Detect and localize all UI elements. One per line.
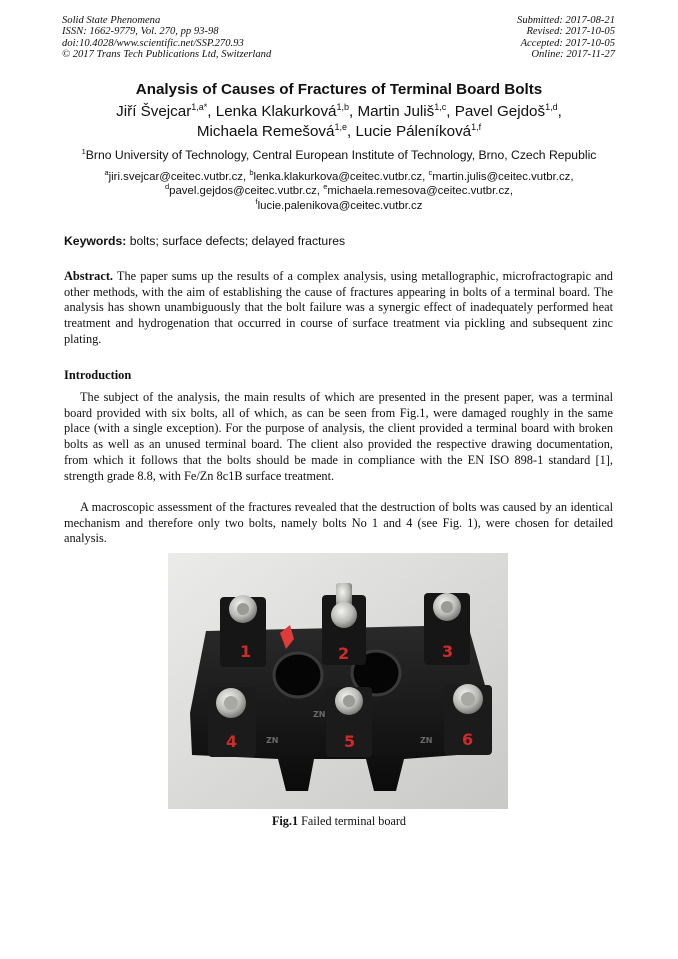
issn: ISSN: 1662-9779, Vol. 270, pp 93-98: [62, 26, 219, 38]
email-sup: a: [104, 168, 109, 177]
bolt-core: [441, 601, 453, 613]
online-date: Online: 2017-11-27: [531, 48, 615, 60]
submitted-date: Submitted: 2017-08-21: [517, 15, 615, 26]
email-link[interactable]: lenka.klakurkova@ceitec.vutbr.cz: [253, 171, 423, 183]
paper-title: Analysis of Causes of Fractures of Terminal Board Bolts: [135, 81, 543, 98]
author-name: Martin Juliš: [357, 103, 435, 120]
author-name: Lenka Klakurková: [215, 103, 337, 120]
marking-4: 4: [226, 732, 238, 751]
revised-date: Revised: 2017-10-05: [526, 26, 615, 38]
author-sup: 1,f: [471, 122, 482, 132]
email-sup: f: [255, 196, 258, 206]
accepted-date: Accepted: 2017-10-05: [520, 37, 615, 49]
email-sup: d: [164, 182, 170, 192]
figure-label: Fig.1: [271, 814, 299, 828]
author-name: Jiří Švejcar: [116, 103, 192, 120]
bolt-core: [224, 696, 238, 710]
affiliation-sup: 1: [81, 147, 86, 156]
marking-1: 1: [240, 642, 252, 661]
email-sup: c: [428, 168, 433, 177]
author-list: Jiří Švejcar$^{1,a*}$, Lenka Klakurková$^{1,b}$, Martin Juliš$^{1,c}$, Pavel Gejdoš$^{1,d}$, Michaela Remešová$^{1,e}$, Lucie Páleníková$^{1,f}$: [116, 102, 562, 140]
journal-header-right: [517, 15, 615, 60]
figure-caption-text: Failed terminal board: [301, 814, 407, 828]
journal-header-left: [62, 15, 271, 60]
email-link[interactable]: martin.julis@ceitec.vutbr.cz: [432, 171, 571, 183]
section-heading: Introduction: [64, 368, 132, 382]
author-name: Lucie Páleníková: [355, 123, 472, 140]
journal-name: Solid State Phenomena: [62, 15, 161, 26]
email-list: $^a$jiri.svejcar@ceitec.vutbr.cz, $^b$lenka.klakurkova@ceitec.vutbr.cz, $^c$martin.julis@ceitec.vutbr.cz, $^d$pavel.gejdos@ceitec.vutbr.cz, $^e$michaela.remesova@ceitec.vutbr.cz, $^f$lucie.palenikova@ceitec.vutbr.cz: [104, 168, 574, 212]
bolt-core: [237, 603, 249, 615]
email-sup: b: [249, 168, 254, 177]
abstract: [64, 269, 613, 348]
abstract-label: Abstract.: [64, 269, 114, 283]
keywords-text: bolts; surface defects; delayed fractures: [129, 234, 346, 248]
intro-paragraph-1: The subject of the analysis, the main results of which are presented in the present paper, was a terminal board provided with six bolts, all of which, as can be seen from Fig.1, were damaged roughly in the same place (with a single exception). For the purpose of analysis, the client provided a terminal board with broken bolts as well as an unused terminal board. The client also provided the respective drawing documentation, from which it follows that the bolts should be made in compliance with the EN ISO 898-1 standard [1], strength grade 8.8, with Fe/Zn 8c1B surface treatment.: [64, 390, 613, 483]
author-name: Michaela Remešová: [196, 123, 335, 140]
email-sup: e: [323, 182, 328, 192]
marking-6: 6: [462, 730, 474, 749]
affiliation-text: Brno University of Technology, Central European Institute of Technology, Brno, Czech Republic: [85, 148, 597, 162]
zn-marking: ZN: [266, 736, 279, 745]
author-sup: 1,d: [545, 102, 558, 112]
terminal-board-photo: [168, 553, 508, 809]
marking-3: 3: [442, 642, 454, 661]
board-ring: [274, 653, 322, 697]
marking-2: 2: [338, 644, 350, 663]
bolt-core: [343, 695, 355, 707]
marking-5: 5: [344, 732, 356, 751]
zn-marking: ZN: [420, 736, 433, 745]
bolt-fracture-surface: [331, 602, 357, 628]
email-link[interactable]: pavel.gejdos@ceitec.vutbr.cz: [169, 185, 317, 198]
author-sup: 1,e: [334, 122, 347, 132]
author-sup: 1,c: [434, 102, 447, 112]
doi: doi:10.4028/www.scientific.net/SSP.270.93: [62, 37, 244, 49]
author-sup: 1,b: [336, 102, 349, 112]
email-link[interactable]: lucie.palenikova@ceitec.vutbr.cz: [257, 199, 423, 212]
zn-marking: ZN: [313, 710, 326, 719]
keywords: [64, 234, 345, 248]
bolt-core: [461, 692, 475, 706]
affiliation: [0, 148, 678, 162]
abstract-text: The paper sums up the results of a complex analysis, using metallographic, microfractograpic and other methods, with the aim of establishing the cause of fractures appearing in bolts of a terminal board. The analysis has shown unambiguously that the bolt failure was a synergic effect of inadequately performed heat treatment and hydrogenation that occurred in course of surface treatment via pickling and subsequent zinc plating.: [64, 269, 613, 346]
author-sup: 1,a*: [191, 102, 208, 112]
copyright: © 2017 Trans Tech Publications Ltd, Switzerland: [62, 48, 272, 60]
author-name: Pavel Gejdoš: [454, 103, 546, 120]
email-link[interactable]: michaela.remesova@ceitec.vutbr.cz: [327, 185, 510, 198]
keywords-label: Keywords:: [64, 234, 127, 248]
intro-paragraph-2: A macroscopic assessment of the fractures revealed that the destruction of bolts was caused by an identical mechanism and therefore only two bolts, namely bolts No 1 and 4 (see Fig. 1), were chosen for detailed analysis.: [64, 500, 613, 546]
email-link[interactable]: jiri.svejcar@ceitec.vutbr.cz: [108, 171, 243, 183]
figure-caption: [0, 814, 678, 829]
